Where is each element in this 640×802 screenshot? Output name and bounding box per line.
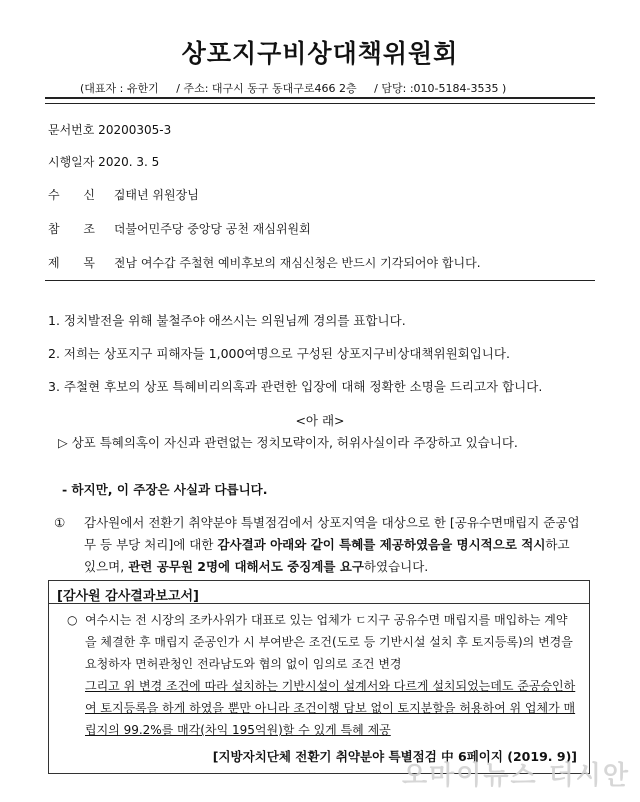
below-heading: <아 래> [295, 413, 345, 428]
recipient-row [48, 186, 199, 203]
point-1-marker: ① [54, 515, 66, 530]
doc-number: 문서번호 20200305-3 [48, 123, 172, 137]
subject-value: 진남 여수갑 주철현 예비후보의 재심신청은 반드시 기각되어야 합니다. [113, 256, 481, 270]
reference-row [48, 220, 311, 237]
audit-box-title-divider [49, 603, 589, 604]
header-divider-thin [45, 103, 595, 104]
watermark-logo: 오마이뉴스 더시안 [402, 761, 630, 791]
recipient-label: 수 신 : [48, 188, 133, 202]
audit-text-a: 여수시는 전 시장의 조카사위가 대표로 있는 업체가 ㄷ지구 공유수면 매립지를 매입하는 계약을 체결한 후 매립지 준공인가 시 부여받은 조건(도로 등 기반시설 설치 후 토지등록)의 변경을 요청하자 면허관청인 전라남도와 협의 없이 임의로 조건 변경 [85, 613, 573, 671]
point-1-text-a: 감사원에서 전환기 취약분야 특별점검에서 상포지역을 대상으로 한 [공유수면매립지 준공업무 등 부당 처리]에 대한 [84, 515, 580, 552]
audit-box-title: [감사원 감사결과보고서] [57, 585, 199, 604]
point-1-text [84, 512, 583, 578]
point-1-text-c: 하고 있으며, [84, 537, 570, 574]
subject-label: 제 목 : [48, 256, 133, 270]
header-meta [80, 80, 560, 96]
body-item-1: 1. 정치발전을 위해 불철주야 애쓰시는 의원님께 경의를 표합니다. [48, 313, 406, 328]
rebuttal-line: - 하지만, 이 주장은 사실과 다릅니다. [62, 482, 268, 497]
audit-content [85, 609, 577, 741]
audit-text-b: 그리고 위 변경 조건에 따라 설치하는 기반시설이 설계서와 다르게 설치되었는데도 준공승인하여 토지등록을 하게 하였을 뿐만 아니라 조건이행 담보 없이 토지분할을 허용하여 위 업체가 매립지의 99.2%를 매각(차익 195억원)할 수 있게 특혜 제공 [85, 679, 576, 737]
reference-value: 더불어민주당 중앙당 공천 재심위원회 [113, 222, 311, 236]
claim-line: ▷ 상포 특혜의혹이 자신과 관련없는 정치모략이자, 허위사실이라 주장하고 있습니다. [58, 435, 518, 450]
audit-report-box [48, 580, 590, 774]
representative: (대표자 : 유한기 [80, 82, 159, 95]
audit-box-source: [지방자치단체 전환기 취약분야 특별점검 中 6페이지 (2019. 9)] [212, 749, 577, 764]
point-1-text-b: 감사결과 아래와 같이 특혜를 제공하였음을 명시적으로 적시 [217, 537, 546, 552]
body-divider [45, 280, 595, 281]
body-item-3: 3. 주철현 후보의 상포 특혜비리의혹과 관련한 입장에 대해 정확한 소명을 드리고자 합니다. [48, 379, 543, 394]
recipient-value: 김태년 위원장님 [113, 188, 199, 202]
audit-bullet: ○ [67, 613, 78, 627]
subject-row [48, 254, 481, 271]
document-title: 상포지구비상대책위원회 [181, 39, 459, 68]
contact: / 담당: :010-5184-3535 ) [374, 82, 507, 95]
point-1 [54, 512, 583, 578]
point-1-text-d: 관련 공무원 2명에 대해서도 중징계를 요구 [128, 559, 364, 574]
doc-date: 시행일자 2020. 3. 5 [48, 155, 160, 169]
reference-label: 참 조 : [48, 222, 133, 236]
body-item-2: 2. 저희는 상포지구 피해자들 1,000여명으로 구성된 상포지구비상대책위원회입니다. [48, 346, 510, 361]
point-1-text-e: 하였습니다. [363, 559, 429, 574]
audit-box-text [67, 609, 577, 741]
header-divider-thick [45, 97, 595, 99]
address: / 주소: 대구시 동구 동대구로466 2층 [176, 82, 357, 95]
